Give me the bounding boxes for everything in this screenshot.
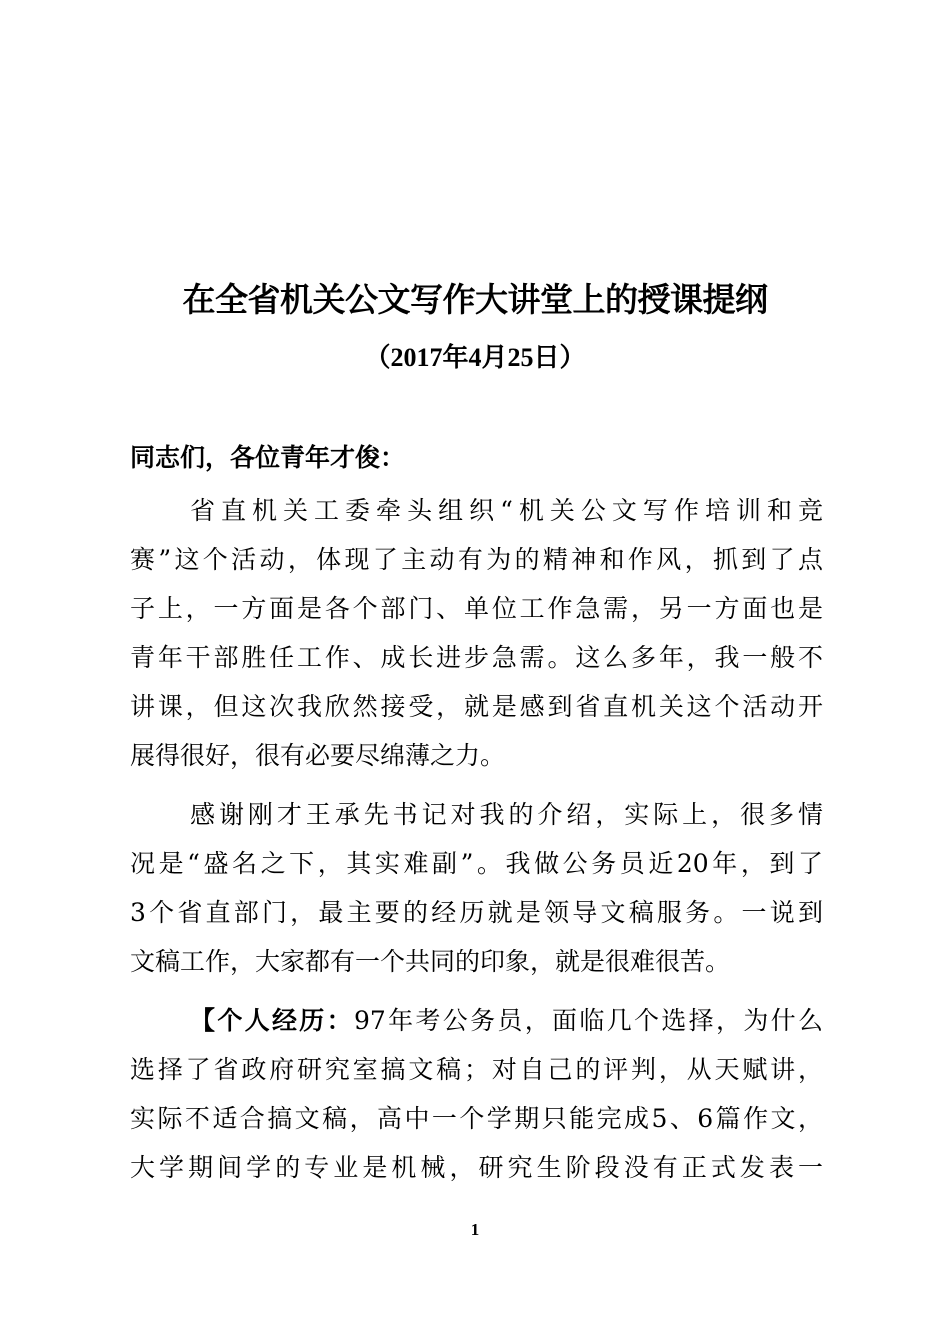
paragraph-line — [130, 996, 823, 1045]
personal-experience-label: 【个人经历： — [190, 1006, 354, 1035]
paragraph-line: 子上，一方面是各个部门、单位工作急需，另一方面也是 — [130, 594, 823, 623]
paragraph-line: 文稿工作，大家都有一个共同的印象，就是很难很苦。 — [130, 947, 731, 976]
paragraph-line: 选择了省政府研究室搞文稿；对自己的评判，从天赋讲， — [130, 1055, 823, 1084]
paragraph-line: 实际不适合搞文稿，高中一个学期只能完成5、6篇作文， — [130, 1104, 823, 1133]
paragraph-line: 3个省直部门，最主要的经历就是领导文稿服务。一说到 — [130, 898, 823, 927]
document-date: （2017年4月25日） — [364, 343, 586, 372]
paragraph-3 — [130, 996, 823, 1192]
paragraph-line: 讲课，但这次我欣然接受，就是感到省直机关这个活动开 — [130, 692, 823, 721]
paragraph-line: 省直机关工委牵头组织“机关公文写作培训和竞 — [190, 496, 823, 525]
paragraph-line: 况是“盛名之下，其实难副”。我做公务员近20年，到了 — [130, 849, 823, 878]
document-title: 在全省机关公文写作大讲堂上的授课提纲 — [182, 280, 768, 319]
paragraph-line-text: 97年考公务员，面临几个选择，为什么 — [353, 1006, 823, 1035]
paragraph-2 — [130, 790, 823, 986]
paragraph-line: 感谢刚才王承先书记对我的介绍，实际上，很多情 — [190, 800, 823, 829]
page-number: 1 — [470, 1220, 480, 1239]
paragraph-line: 青年干部胜任工作、成长进步急需。这么多年，我一般不 — [130, 643, 823, 672]
paragraph-line: 大学期间学的专业是机械，研究生阶段没有正式发表一 — [130, 1153, 823, 1182]
salutation: 同志们，各位青年才俊： — [130, 443, 406, 472]
paragraph-line: 展得很好，很有必要尽绵薄之力。 — [130, 741, 506, 770]
paragraph-1 — [130, 486, 823, 780]
paragraph-line: 赛”这个活动，体现了主动有为的精神和作风，抓到了点 — [130, 545, 823, 574]
